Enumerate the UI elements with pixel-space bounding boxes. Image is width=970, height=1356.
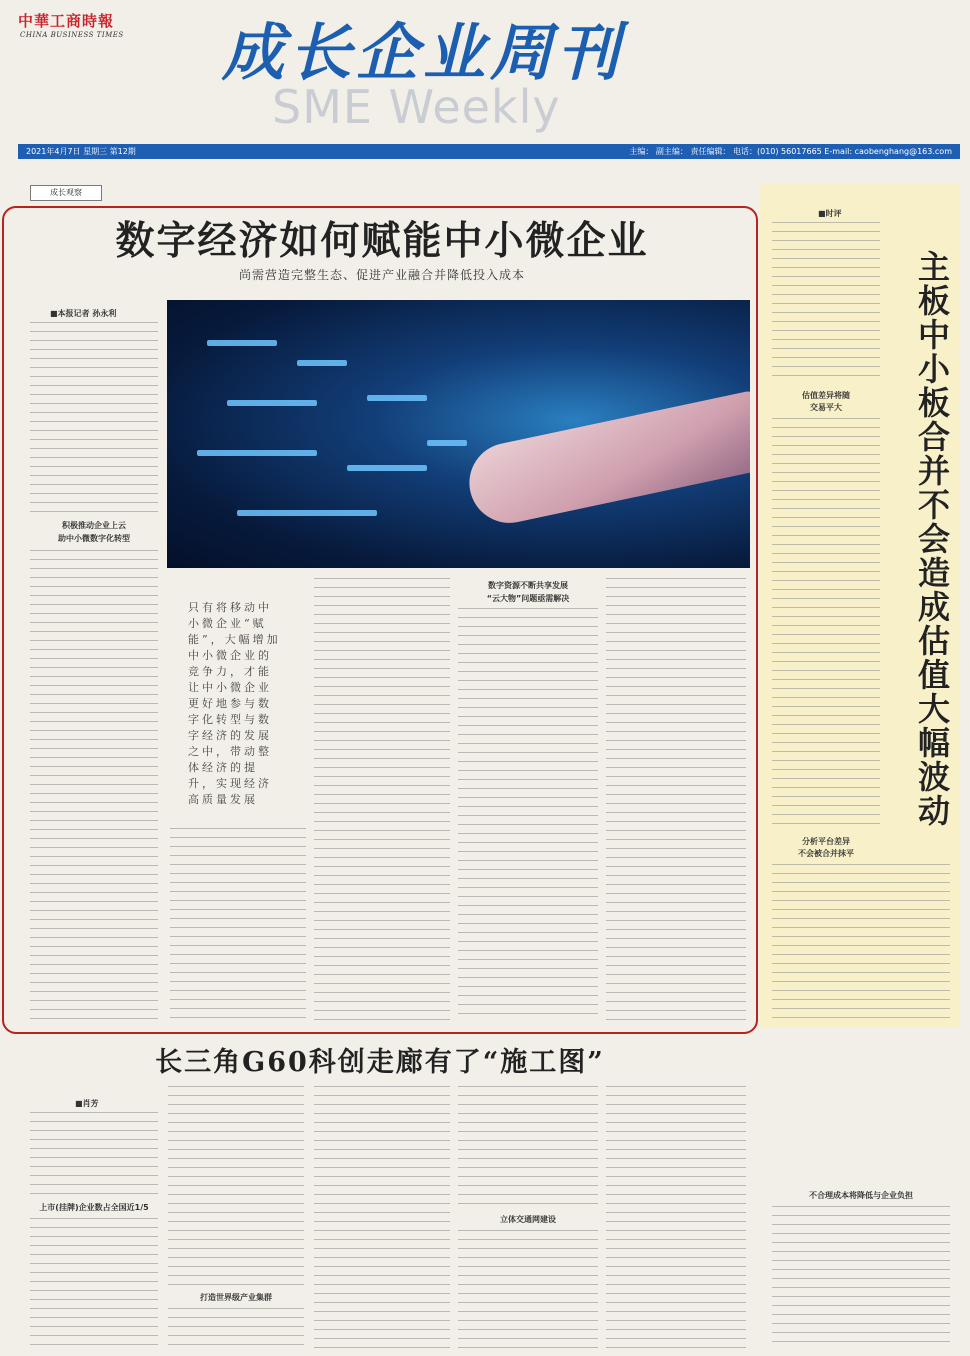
photo-light-bar bbox=[237, 510, 377, 516]
body-text bbox=[30, 1112, 158, 1197]
body-text bbox=[314, 578, 450, 1020]
photo-light-bar bbox=[427, 440, 467, 446]
main-byline: ■本报记者 孙永利 bbox=[50, 309, 117, 318]
main-subheadline: 尚需营造完整生态、促进产业融合并降低投入成本 bbox=[238, 268, 525, 282]
body-text bbox=[170, 828, 306, 1020]
info-bar bbox=[18, 144, 960, 159]
body-text bbox=[458, 1086, 598, 1208]
subhead-2b: “云大物”问题亟需解决 bbox=[486, 594, 570, 603]
second-subhead-3: 立体交通网建设 bbox=[500, 1215, 556, 1224]
finger-graphic bbox=[462, 390, 750, 531]
body-text bbox=[30, 1218, 158, 1348]
photo-light-bar bbox=[197, 450, 317, 456]
sidebar-tag: ■时评 bbox=[818, 209, 842, 218]
photo-light-bar bbox=[347, 465, 427, 471]
photo-light-bar bbox=[227, 400, 317, 406]
body-text bbox=[168, 1308, 304, 1348]
second-subhead-1: 上市(挂牌)企业数占全国近1/5 bbox=[39, 1203, 149, 1212]
body-text bbox=[772, 864, 950, 1024]
sidebar-subhead-2b: 不会被合并抹平 bbox=[798, 849, 854, 858]
body-text bbox=[168, 1086, 304, 1286]
body-text bbox=[772, 418, 880, 828]
body-text bbox=[772, 222, 880, 382]
photo-light-bar bbox=[297, 360, 347, 366]
pull-quote: 只有将移动中小微企业“赋能”，大幅增加中小微企业的竞争力，才能让中小微企业更好地参与数字化转型与数字经济的发展之中，带动整体经济的提升，实现经济高质量发展 bbox=[188, 601, 281, 806]
subhead-2: 数字资源不断共享发展 bbox=[488, 581, 568, 590]
photo-light-bar bbox=[367, 395, 427, 401]
sidebar-subhead-1: 估值差异将随 bbox=[802, 391, 850, 400]
newspaper-logo-english: CHINA BUSINESS TIMES bbox=[20, 31, 124, 39]
body-text bbox=[458, 608, 598, 1020]
column-tag: 成长观察 bbox=[30, 185, 102, 201]
editor-contact: 主编： 副主编： 责任编辑： 电话：(010) 56017665 E-mail: caobenghang@163.com bbox=[629, 147, 952, 156]
body-text bbox=[30, 550, 158, 1020]
issue-date: 2021年4月7日 星期三 第12期 bbox=[26, 147, 136, 156]
second-headline: 长三角G60科创走廊有了“施工图” bbox=[155, 1047, 605, 1078]
body-text bbox=[606, 1086, 746, 1348]
body-text bbox=[606, 578, 746, 1020]
subhead-1b: 助中小微数字化转型 bbox=[58, 534, 130, 543]
body-text bbox=[772, 1206, 950, 1348]
second-byline: ■肖芳 bbox=[75, 1099, 99, 1108]
body-text bbox=[314, 1086, 450, 1348]
second-subhead-4: 不合理成本将降低与企业负担 bbox=[809, 1191, 913, 1200]
sidebar-subhead-2: 分析平台差异 bbox=[802, 837, 850, 846]
second-subhead-2: 打造世界级产业集群 bbox=[200, 1293, 272, 1302]
sidebar-subhead-1b: 交易平大 bbox=[810, 403, 842, 412]
subhead-1: 积极推动企业上云 bbox=[62, 521, 126, 530]
body-text bbox=[30, 322, 158, 512]
section-title: 成长企业周刊 bbox=[222, 16, 625, 89]
sidebar-title: 主板中小板合并不会造成估值大幅波动 bbox=[913, 250, 951, 828]
main-headline: 数字经济如何赋能中小微企业 bbox=[115, 218, 649, 264]
newspaper-logo: 中華工商時報 bbox=[18, 12, 115, 30]
body-text bbox=[458, 1230, 598, 1348]
section-title-english: SME Weekly bbox=[272, 80, 561, 134]
photo-light-bar bbox=[207, 340, 277, 346]
article-photo bbox=[167, 300, 750, 568]
